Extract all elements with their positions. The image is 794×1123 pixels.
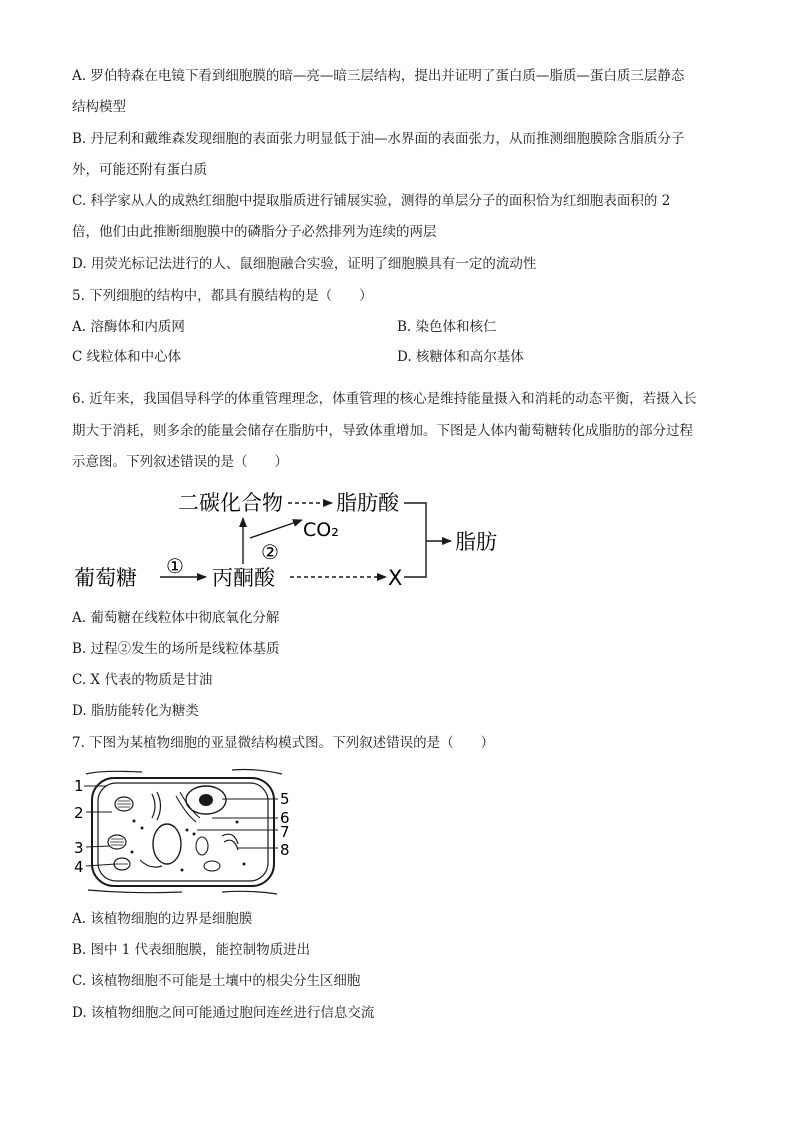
two-carbon-compound-label: 二碳化合物 bbox=[178, 491, 283, 515]
q4-option-b-line1: B. 丹尼利和戴维森发现细胞的表面张力明显低于油—水界面的表面张力，从而推测细胞膜除含脂质分子 bbox=[72, 131, 685, 147]
q5-option-c: C 线粒体和中心体 bbox=[72, 349, 182, 365]
q4-option-d: D. 用荧光标记法进行的人、鼠细胞融合实验，证明了细胞膜具有一定的流动性 bbox=[72, 256, 537, 272]
cell-label-1: 1 bbox=[74, 777, 84, 795]
q5-stem: 5. 下列细胞的结构中，都具有膜结构的是（ ） bbox=[72, 288, 373, 304]
q6-stem-line3: 示意图。下列叙述错误的是（ ） bbox=[72, 454, 288, 470]
q6-stem-line2: 期大于消耗，则多余的能量会储存在脂肪中，导致体重增加。下图是人体内葡萄糖转化成脂肪的部分过程 bbox=[72, 423, 693, 439]
q4-option-a-line2: 结构模型 bbox=[72, 99, 126, 115]
fatty-acid-label: 脂肪酸 bbox=[336, 491, 399, 515]
q5-option-b: B. 染色体和核仁 bbox=[397, 319, 497, 335]
cell-label-6: 6 bbox=[280, 809, 290, 827]
step2-label: ② bbox=[261, 540, 279, 564]
q6-option-b: B. 过程②发生的场所是线粒体基质 bbox=[72, 641, 280, 657]
x-label: X bbox=[388, 566, 403, 590]
q6-option-d: D. 脂肪能转化为糖类 bbox=[72, 703, 199, 719]
glucose-label: 葡萄糖 bbox=[74, 566, 137, 590]
fat-label: 脂肪 bbox=[455, 530, 497, 554]
q6-option-a: A. 葡萄糖在线粒体中彻底氧化分解 bbox=[72, 610, 280, 626]
cell-label-7: 7 bbox=[280, 823, 290, 841]
cell-label-2: 2 bbox=[74, 804, 84, 822]
q5-option-a: A. 溶酶体和内质网 bbox=[72, 319, 185, 335]
step1-label: ① bbox=[166, 554, 184, 578]
q4-option-b-line2: 外，可能还附有蛋白质 bbox=[72, 162, 207, 178]
q7-stem: 7. 下图为某植物细胞的亚显微结构模式图。下列叙述错误的是（ ） bbox=[72, 735, 495, 751]
plant-cell-diagram bbox=[72, 766, 304, 896]
cell-label-3: 3 bbox=[74, 839, 84, 857]
q5-option-d: D. 核糖体和高尔基体 bbox=[397, 349, 524, 365]
q4-option-c-line1: C. 科学家从人的成熟红细胞中提取脂质进行铺展实验，测得的单层分子的面积恰为红细胞表面积的 2 bbox=[72, 193, 671, 209]
q7-option-a: A. 该植物细胞的边界是细胞膜 bbox=[72, 911, 253, 927]
q6-stem-line1: 6. 近年来，我国倡导科学的体重管理理念，体重管理的核心是维持能量摄入和消耗的动态平衡，若摄入长 bbox=[72, 391, 697, 407]
pyruvate-label: 丙酮酸 bbox=[212, 566, 275, 590]
q4-option-c-line2: 倍，他们由此推断细胞膜中的磷脂分子必然排列为连续的两层 bbox=[72, 224, 437, 240]
cell-label-8: 8 bbox=[280, 841, 290, 859]
q7-option-c: C. 该植物细胞不可能是土壤中的根尖分生区细胞 bbox=[72, 973, 361, 989]
q6-option-c: C. X 代表的物质是甘油 bbox=[72, 672, 213, 688]
cell-label-4: 4 bbox=[74, 858, 84, 876]
q7-option-d: D. 该植物细胞之间可能通过胞间连丝进行信息交流 bbox=[72, 1005, 375, 1021]
metabolism-diagram bbox=[70, 478, 530, 590]
q4-option-a-line1: A. 罗伯特森在电镜下看到细胞膜的暗—亮—暗三层结构，提出并证明了蛋白质—脂质—蛋白质三层静态 bbox=[72, 68, 685, 84]
co2-label: CO₂ bbox=[303, 519, 339, 541]
cell-label-5: 5 bbox=[280, 790, 290, 808]
q7-option-b: B. 图中 1 代表细胞膜，能控制物质进出 bbox=[72, 942, 311, 958]
